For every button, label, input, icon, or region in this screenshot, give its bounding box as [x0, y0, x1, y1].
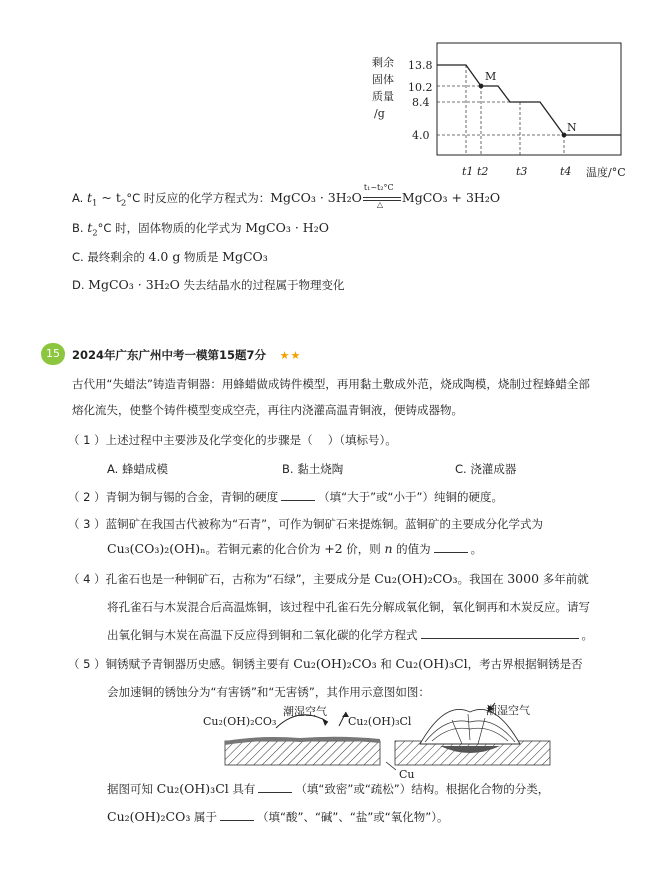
reaction-condition [362, 182, 402, 209]
point-m-label: M [485, 70, 497, 83]
point-n [562, 133, 567, 138]
question-header [72, 347, 301, 363]
period: 。 [470, 542, 483, 556]
part-5-text: （填“致密”或“疏松”）结构。根据化合物的分类， [295, 782, 550, 796]
option-c-text: 物质是 [180, 250, 223, 264]
part-1-option-a: A. 蜂蜡成模 [107, 462, 168, 476]
answer-blank[interactable] [220, 810, 254, 821]
y-axis-label-line: 剩余 [372, 56, 394, 69]
part-4-text: 出氧化铜与木炭在高温下反应得到铜和二氧化碳的化学方程式 [107, 628, 418, 642]
subscript: 1 [92, 198, 98, 209]
part-5-line [107, 809, 448, 825]
part-4-line: 将孔雀石与木炭混合后高温炼铜，该过程中孔雀石先分解成氧化铜，氧化铜再和木炭反应。请写 [107, 600, 590, 614]
option-a-prefix: A. [72, 191, 84, 205]
rust-formula-1: Cu₂(OH)₂CO₃ [293, 656, 377, 671]
part-3-line: （ 3 ）蓝铜矿在我国古代被称为“石青”，可作为铜矿石来提炼铜。蓝铜矿的主要成分化学式为 [68, 517, 544, 531]
rust-formula-1: Cu₂(OH)₂CO₃ [107, 809, 191, 824]
option-d-prefix: D. [72, 278, 85, 292]
x-axis-label: 温度/°C [586, 166, 626, 179]
years-value: 3000 [507, 571, 540, 586]
answer-blank[interactable] [281, 490, 315, 501]
rust-formula-2: Cu₂(OH)₃Cl [395, 656, 468, 671]
t-symbol: t [87, 220, 93, 235]
option-d-text: 失去结晶水的过程属于物理变化 [179, 278, 345, 292]
intro-line: 熔化流失，使整个铸件模型变成空壳，再往内浇灌高温青铜液，便铸成器物。 [72, 403, 463, 417]
option-b-formula: MgCO₃ · H₂O [245, 220, 329, 235]
x-tick-label: t4 [560, 165, 572, 178]
part-2-text: （ 2 ）青铜为铜与锡的合金，青铜的硬度 [68, 490, 279, 504]
arrow-head [322, 718, 328, 726]
part-2-question [68, 489, 503, 505]
copper-block-right [395, 741, 550, 765]
y-axis-label-line: 固体 [372, 73, 394, 86]
option-b-text: °C 时，固体物质的化学式为 [97, 221, 246, 235]
part-4-line [68, 571, 589, 587]
answer-blank[interactable] [434, 542, 468, 553]
x-tick-label: t3 [516, 165, 528, 178]
part-5-text: （填“酸”、“碱”、“盐”或“氧化物”）。 [257, 810, 449, 824]
part-1-option-b: B. 黏土烧陶 [282, 462, 344, 476]
t-symbol: t [86, 190, 93, 205]
option-c-text: 最终剩余的 [87, 250, 149, 264]
valence-value: +2 [324, 541, 343, 556]
cu-pointer [386, 762, 396, 770]
answer-blank[interactable] [258, 782, 292, 793]
rust-formula-2: Cu₂(OH)₃Cl [156, 781, 229, 796]
part-3-text: 价，则 [342, 542, 385, 556]
part-5-text: ，考古界根据铜锈是否 [467, 657, 583, 671]
mass-temperature-graph [360, 36, 640, 186]
part-5-text: （ 5 ）铜锈赋予青铜器历史感。铜锈主要有 [68, 657, 294, 671]
option-b [72, 220, 329, 239]
product-formula: MgCO₃ + 3H₂O [401, 190, 501, 205]
option-c-formula: MgCO₃ [222, 249, 268, 264]
difficulty-stars: ★★ [279, 349, 302, 362]
question-number-badge: 15 [41, 343, 65, 365]
question-title: 2024年广东广州中考一模第15题7分 [72, 348, 267, 362]
part-5-line [107, 781, 549, 797]
mass-value: 4.0 g [148, 249, 181, 264]
label-basic-copper-chloride: Cu₂(OH)₃Cl [348, 715, 412, 728]
part-5-text: 属于 [190, 810, 218, 824]
option-d-formula: MgCO₃ · 3H₂O [88, 277, 180, 292]
subscript: 2 [92, 228, 98, 239]
y-axis-label-line: /g [374, 107, 385, 120]
option-a-text: °C 时反应的化学方程式为： [126, 191, 271, 205]
label-humid-air-2: 潮湿空气 [486, 704, 530, 717]
y-tick-label: 10.2 [408, 81, 433, 94]
label-humid-air-1: 潮湿空气 [283, 705, 327, 718]
reactant-formula: MgCO₃ · 3H₂O [270, 190, 362, 205]
mass-curve [437, 65, 621, 135]
subscript: 2 [120, 198, 127, 209]
part-1-option-c: C. 浇灌成器 [455, 462, 517, 476]
y-tick-label: 4.0 [412, 129, 430, 142]
rust-diagram [195, 700, 565, 780]
option-a [72, 182, 501, 209]
option-c-prefix: C. [72, 250, 84, 264]
option-d [72, 277, 345, 293]
part-3-text: 的值为 [392, 542, 431, 556]
option-b-prefix: B. [72, 221, 84, 235]
part-5-text: 和 [376, 657, 396, 671]
intro-line: 古代用“失蜡法”铸造青铜器：用蜂蜡做成铸件模型，再用黏土敷成外范，烧成陶模，烧制过程蜂蜡全部 [72, 377, 590, 391]
guide-lines [437, 65, 564, 155]
part-2-text: （填“大于”或“小于”）纯铜的硬度。 [318, 490, 503, 504]
label-copper: Cu [399, 768, 415, 780]
plot-frame [437, 43, 621, 155]
copper-block-left [225, 741, 380, 765]
y-tick-label: 13.8 [408, 59, 433, 72]
y-axis-label-line: 质量 [372, 90, 394, 103]
part-5-text: 具有 [228, 782, 256, 796]
x-tick-label: t2 [477, 165, 489, 178]
part-1-question: （ 1 ）上述过程中主要涉及化学变化的步骤是（ ）（填标号）。 [68, 433, 397, 447]
part-5-line [68, 656, 583, 672]
range-sep: ~ t [97, 190, 121, 205]
point-n-label: N [567, 121, 577, 134]
y-tick-label: 8.4 [412, 96, 430, 109]
malachite-formula: Cu₂(OH)₂CO₃ [374, 571, 458, 586]
part-4-text: 多年前就 [539, 572, 589, 586]
x-tick-label: t1 [462, 165, 474, 178]
part-4-text: （ 4 ）孔雀石也是一种铜矿石，古称为“石绿”，主要成分是 [68, 572, 375, 586]
answer-blank[interactable] [421, 628, 579, 639]
part-4-text: 。我国在 [457, 572, 508, 586]
part-5-text: 据图可知 [107, 782, 157, 796]
period: 。 [581, 628, 593, 642]
condition-bottom: △ [376, 199, 384, 209]
part-5-line: 会加速铜的锈蚀分为“有害锈”和“无害锈”，其作用示意图如图： [107, 685, 430, 699]
n-symbol: n [384, 541, 393, 556]
azurite-formula: Cu₃(CO₃)₂(OH)ₙ [107, 541, 206, 556]
option-c [72, 249, 268, 265]
label-basic-copper-carbonate: Cu₂(OH)₂CO₃ [203, 715, 277, 728]
part-3-line [107, 541, 482, 557]
part-3-text: 。若铜元素的化合价为 [205, 542, 325, 556]
condition-top: t₁~t₂°C [363, 182, 394, 192]
point-m [479, 84, 484, 89]
part-4-line [107, 627, 593, 643]
